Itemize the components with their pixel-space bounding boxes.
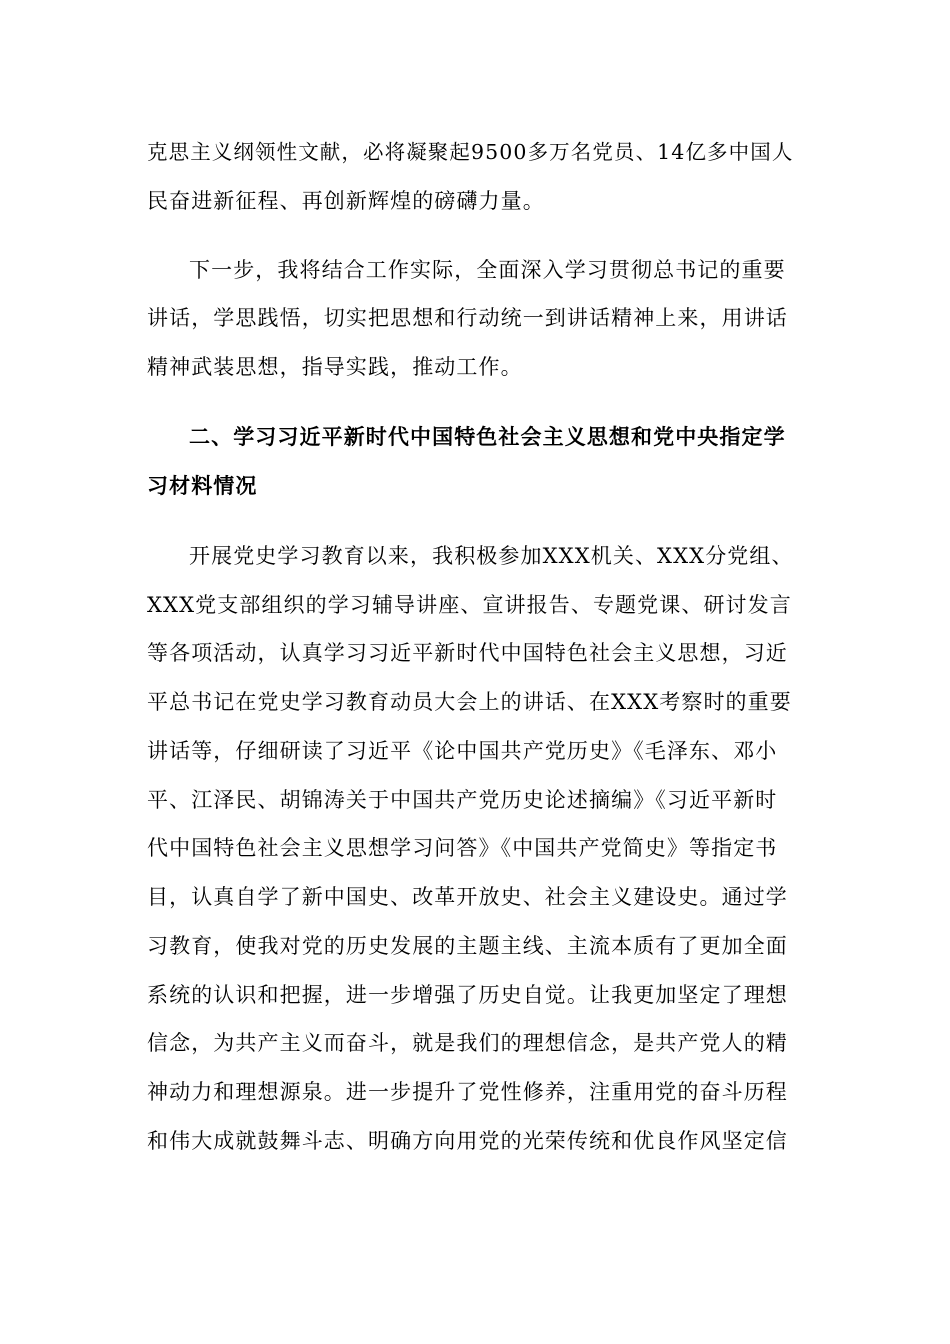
paragraph-line: 讲话，学思践悟，切实把思想和行动统一到讲话精神上来，用讲话: [147, 306, 788, 330]
paragraph-line: 目，认真自学了新中国史、改革开放史、社会主义建设史。通过学: [147, 885, 788, 909]
paragraph-line: 民奋进新征程、再创新辉煌的磅礴力量。: [147, 189, 545, 213]
paragraph-line: 神动力和理想源泉。进一步提升了党性修养，注重用党的奋斗历程: [147, 1080, 788, 1104]
paragraph-line: 代中国特色社会主义思想学习问答》《中国共产党简史》等指定书: [147, 836, 778, 860]
section-heading-line: 二、学习习近平新时代中国特色社会主义思想和党中央指定学: [189, 424, 786, 449]
paragraph-line: 信念，为共产主义而奋斗，就是我们的理想信念，是共产党人的精: [147, 1031, 788, 1055]
paragraph-line: 平、江泽民、胡锦涛关于中国共产党历史论述摘编》《习近平新时: [147, 788, 778, 812]
paragraph-line: 习教育，使我对党的历史发展的主题主线、主流本质有了更加全面: [147, 934, 788, 958]
paragraph-line: 开展党史学习教育以来，我积极参加XXX机关、XXX分党组、: [189, 544, 794, 568]
paragraph-line: 精神武装思想，指导实践，推动工作。: [147, 355, 523, 379]
paragraph-line: 下一步，我将结合工作实际，全面深入学习贯彻总书记的重要: [189, 258, 786, 282]
section-heading-line: 习材料情况: [147, 473, 258, 498]
paragraph-line: 讲话等，仔细研读了习近平《论中国共产党历史》《毛泽东、邓小: [147, 739, 778, 763]
paragraph-line: 克思主义纲领性文献，必将凝聚起9500多万名党员、14亿多中国人: [147, 140, 794, 164]
paragraph-line: 系统的认识和把握，进一步增强了历史自觉。让我更加坚定了理想: [147, 983, 788, 1007]
paragraph-line: 和伟大成就鼓舞斗志、明确方向用党的光荣传统和优良作风坚定信: [147, 1129, 788, 1153]
paragraph-line: 等各项活动，认真学习习近平新时代中国特色社会主义思想，习近: [147, 641, 788, 665]
paragraph-line: XXX党支部组织的学习辅导讲座、宣讲报告、专题党课、研讨发言: [147, 593, 792, 617]
paragraph-line: 平总书记在党史学习教育动员大会上的讲话、在XXX考察时的重要: [147, 690, 792, 714]
